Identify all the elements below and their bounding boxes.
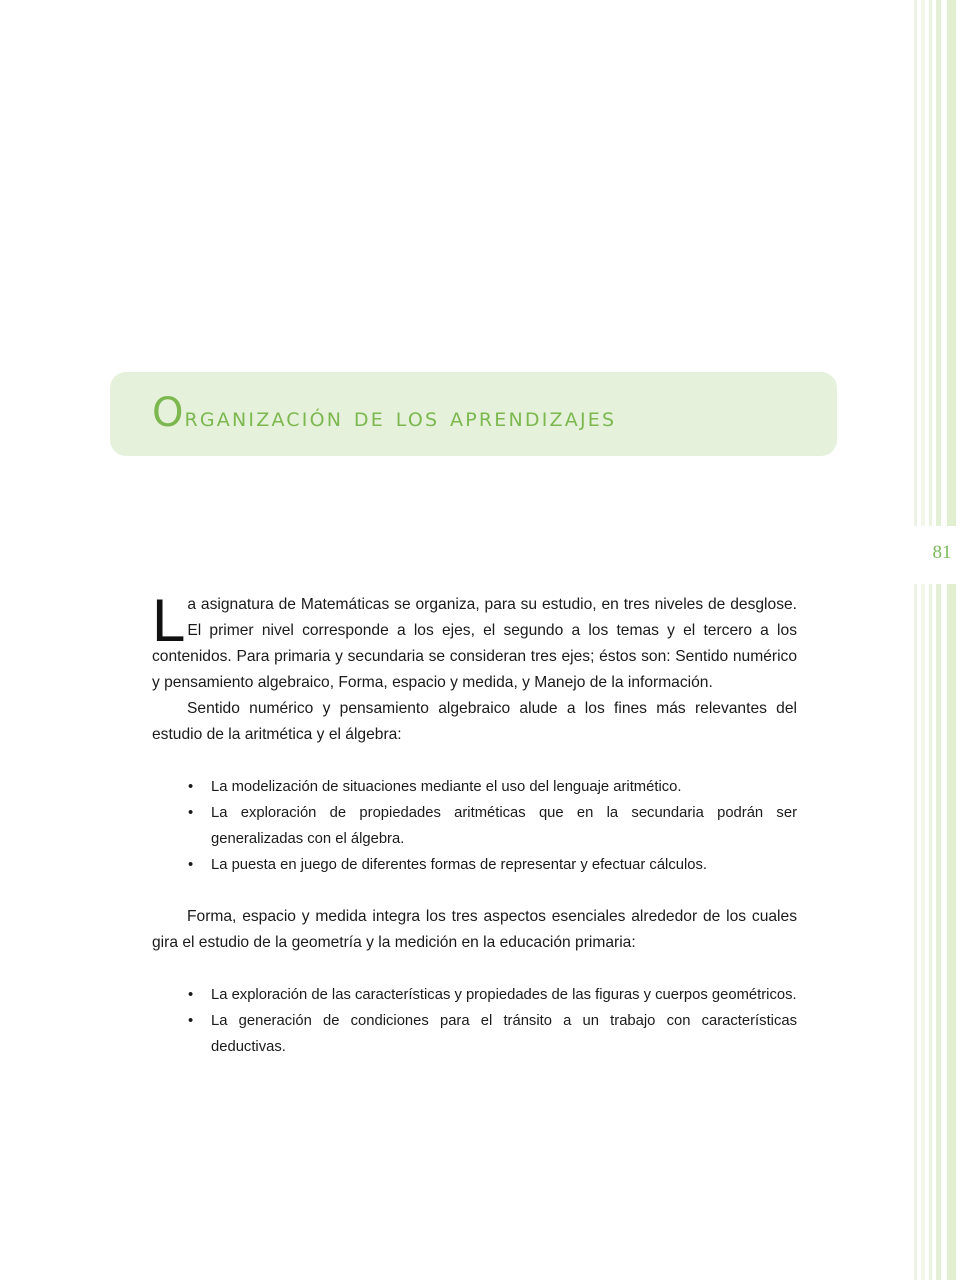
- list-item: [188, 774, 797, 800]
- decorative-stripe: [936, 0, 941, 1280]
- bullet-icon: •: [188, 1013, 194, 1029]
- bullet-icon: •: [188, 987, 194, 1003]
- page-number: 81: [932, 542, 952, 563]
- section-title: [152, 390, 616, 436]
- list-item-text: La puesta en juego de diferentes formas de representar y efectuar cálculos.: [211, 857, 707, 873]
- list-item-text: La generación de condiciones para el tránsito a un trabajo con características deductivas.: [211, 1013, 797, 1055]
- list-item: [188, 800, 797, 852]
- bullet-list-forma-espacio: [152, 982, 797, 1060]
- bullet-icon: •: [188, 779, 194, 795]
- list-item-text: La exploración de las características y propiedades de las figuras y cuerpos geométricos.: [211, 987, 797, 1003]
- drop-cap: L: [152, 587, 186, 654]
- list-item: [188, 982, 797, 1008]
- section-title-initial: O: [152, 390, 185, 436]
- list-item-text: La exploración de propiedades aritméticas que en la secundaria podrán ser generalizadas con el álgebra.: [211, 805, 797, 847]
- intro-text: a asignatura de Matemáticas se organiza, para su estudio, en tres niveles de desglose. El primer nivel corresponde a los ejes, el segundo a los temas y el tercero a los contenidos. Para primaria y secundaria se consideran tres ejes; éstos son: Sentido numérico y pensamiento algebraico, Forma, espacio y medida, y Manejo de la información.: [152, 596, 797, 691]
- paragraph-sentido-numerico: Sentido numérico y pensamiento algebraico alude a los fines más relevantes del estudio de la aritmética y el álgebra:: [152, 700, 797, 743]
- intro-paragraph: [152, 587, 797, 696]
- bullet-icon: •: [188, 805, 194, 821]
- bullet-list-sentido-numerico: [152, 774, 797, 878]
- bullet-icon: •: [188, 857, 194, 873]
- decorative-stripe: [914, 0, 917, 1280]
- paragraph-forma-espacio: Forma, espacio y medida integra los tres aspectos esenciales alrededor de los cuales gira el estudio de la geometría y la medición en la educación primaria:: [152, 908, 797, 951]
- section-title-rest: rganización de los aprendizajes: [184, 402, 617, 433]
- decorative-stripe: [921, 0, 925, 1280]
- list-item: [188, 852, 797, 878]
- section-title-banner: [110, 372, 837, 456]
- list-item-text: La modelización de situaciones mediante el uso del lenguaje aritmético.: [211, 779, 682, 795]
- decorative-stripe: [947, 0, 956, 1280]
- body-content: [152, 587, 797, 1086]
- list-item: [188, 1008, 797, 1060]
- decorative-stripe: [929, 0, 932, 1280]
